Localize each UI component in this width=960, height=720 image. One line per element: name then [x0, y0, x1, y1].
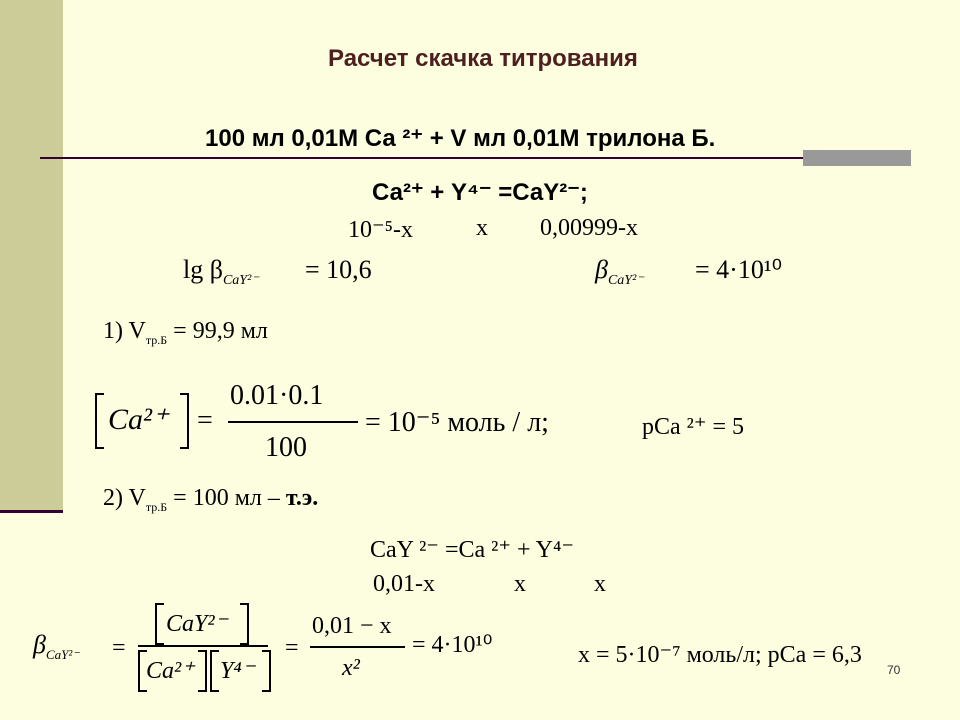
cay-bracket-right: [240, 603, 249, 645]
ca-conc: Ca²⁺: [108, 403, 168, 436]
frac1-den: 100: [265, 432, 307, 463]
conc-1-a: 10⁻⁵-x: [348, 217, 414, 243]
lg-beta-sub: CaY²⁻: [222, 273, 259, 289]
ca-bracket-left: [95, 393, 104, 449]
frac2-num: CaY²⁻: [166, 611, 228, 637]
conc-2-c: x: [594, 571, 606, 597]
beta-symbol: [595, 255, 644, 289]
slide-title: Расчет скачка титрования: [328, 45, 638, 72]
pca-1: рСа ²⁺ = 5: [642, 414, 745, 440]
equals-1: =: [197, 405, 213, 436]
beta-value: = 4·10¹⁰: [695, 255, 783, 284]
frac1-line: [228, 421, 358, 423]
frac2-line: [138, 645, 268, 647]
final-result: x = 5·10⁻⁷ моль/л; рСа = 6,3: [578, 642, 862, 668]
beta2-sub: CaY²⁻: [45, 647, 80, 663]
slide-subtitle: 100 мл 0,01М Са ²⁺ + V мл 0,01М трилона Б.: [205, 125, 716, 152]
result-1: = 10⁻⁵ моль / л;: [365, 407, 549, 438]
frac1-num: 0.01·0.1: [230, 380, 324, 411]
equals-3: =: [285, 635, 299, 661]
frac2-den-b: Y⁴⁻: [220, 658, 255, 684]
step2-label: 2) V: [103, 485, 146, 511]
y-bracket-left: [210, 650, 219, 692]
step2-rest: = 100 мл –: [167, 485, 286, 511]
reaction-1: Са²⁺ + Y⁴⁻ =СаY²⁻;: [372, 179, 588, 206]
page-number: 70: [887, 663, 901, 677]
step1-label: 1) V: [103, 318, 146, 344]
conc-1-b: x: [476, 215, 488, 241]
y-bracket-right: [262, 650, 271, 692]
title-rule-accent: [803, 150, 911, 166]
step-2: [103, 485, 318, 512]
equals-2: =: [112, 635, 126, 661]
ca-bracket-right: [180, 393, 189, 449]
conc-2-b: x: [514, 571, 526, 597]
lg-beta-value: = 10,6: [305, 255, 372, 284]
beta-label: β: [595, 255, 608, 284]
frac2-den-a: Ca²⁺: [146, 658, 194, 684]
sidebar-band: [0, 0, 63, 510]
frac3-num: 0,01 − x: [312, 613, 392, 639]
conc-1-c: 0,00999-x: [540, 215, 638, 241]
beta-sub: CaY²⁻: [607, 273, 644, 289]
frac3-line: [310, 646, 405, 648]
title-rule: [40, 157, 910, 159]
beta2-label: β: [33, 630, 46, 659]
step1-sub: тр.Б: [145, 332, 168, 347]
beta2: [33, 630, 80, 663]
step1-rest: = 99,9 мл: [167, 318, 268, 344]
step2-bold: т.э.: [285, 485, 319, 511]
conc-2-a: 0,01-x: [373, 571, 435, 597]
step2-sub: тр.Б: [145, 499, 168, 514]
cay-bracket-left: [155, 603, 164, 645]
left-rule: [0, 510, 63, 513]
beta2-value: = 4·10¹⁰: [412, 632, 493, 658]
ca2-bracket-right: [198, 650, 207, 692]
reaction-2: CaY ²⁻ =Ca ²⁺ + Y⁴⁻: [370, 537, 575, 563]
lg-beta-label: lg β: [183, 255, 223, 284]
frac3-den: x²: [342, 655, 360, 681]
lg-beta: [183, 255, 259, 289]
step-1: [103, 318, 268, 345]
